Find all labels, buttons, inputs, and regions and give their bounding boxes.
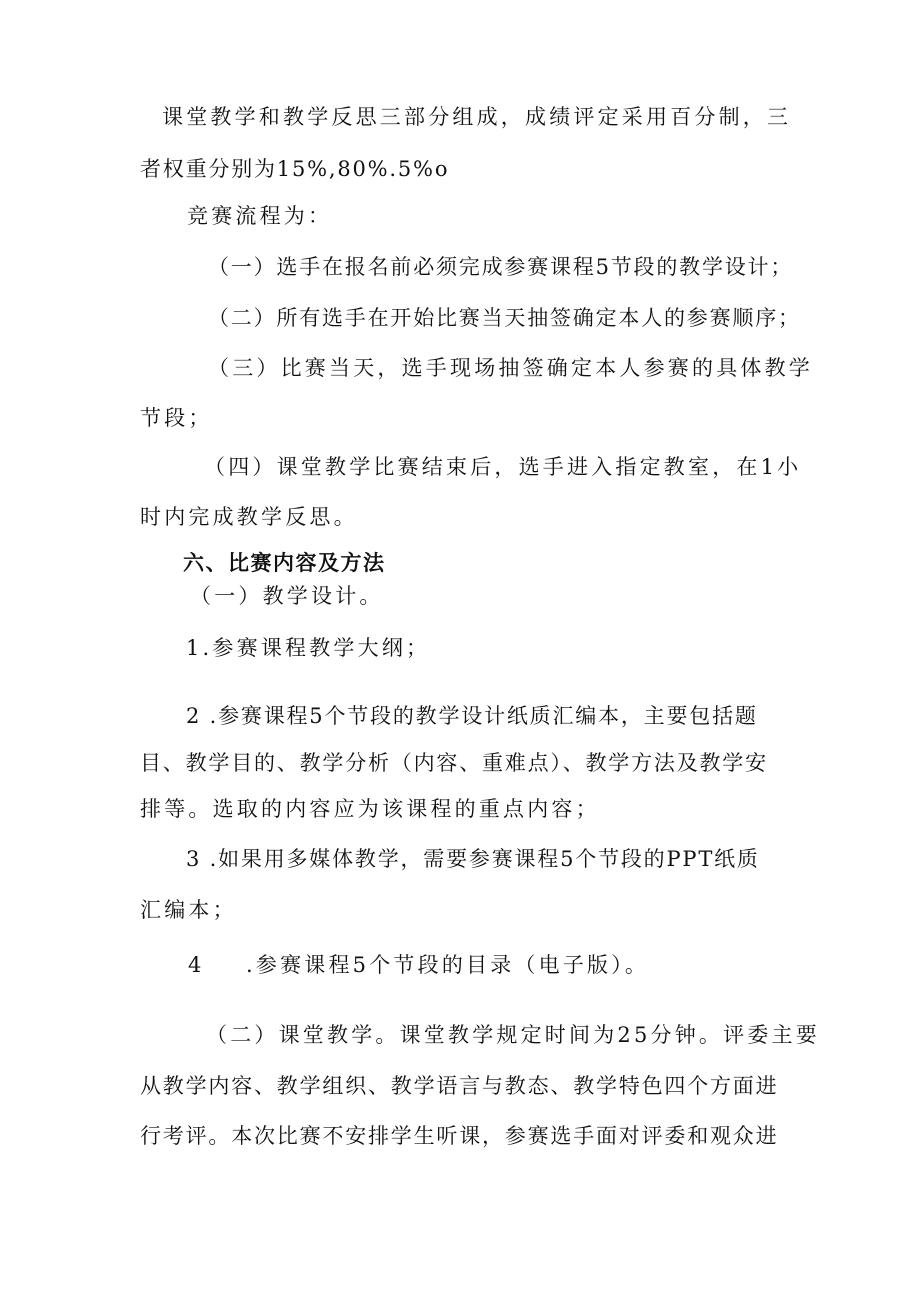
text-line: 者权重分别为15%,80%.5%o	[140, 157, 450, 181]
list-item: 2 .参赛课程5个节段的教学设计纸质汇编本，主要包括题	[186, 704, 758, 728]
text-line: （二）所有选手在开始比赛当天抽签确定本人的参赛顺序；	[208, 306, 801, 330]
list-item: .参赛课程5个节段的目录（电子版）。	[246, 953, 650, 977]
text-line: 行考评。本次比赛不安排学生听课，参赛选手面对评委和观众进	[140, 1124, 779, 1148]
text-line: 目、教学目的、教学分析（内容、重难点）、教学方法及教学安	[140, 751, 768, 775]
list-item: 3 .如果用多媒体教学，需要参赛课程5个节段的PPT纸质	[186, 847, 760, 871]
text-line: （四）课堂教学比赛结束后，选手进入指定教室，在1小	[204, 455, 802, 479]
text-line: 课堂教学和教学反思三部分组成，成绩评定采用百分制，三	[162, 105, 792, 129]
list-item-number: 4	[188, 953, 205, 977]
section-heading: 六、比赛内容及方法	[183, 551, 386, 575]
text-line: 竞赛流程为：	[187, 204, 333, 228]
text-line: 汇编本；	[140, 898, 237, 922]
text-line: （二）课堂教学。课堂教学规定时间为25分钟。评委主要	[206, 1023, 820, 1047]
list-item: 1.参赛课程教学大纲；	[186, 636, 431, 660]
text-line: 排等。选取的内容应为该课程的重点内容；	[140, 797, 600, 821]
text-line: （一）选手在报名前必须完成参赛课程5节段的教学设计；	[208, 255, 794, 279]
subsection-heading: （一）教学设计。	[190, 584, 384, 608]
text-line: （三）比赛当天，选手现场抽签确定本人参赛的具体教学	[208, 356, 813, 380]
text-line: 从教学内容、教学组织、教学语言与教态、教学特色四个方面进	[140, 1074, 779, 1098]
text-line: 节段；	[140, 406, 213, 430]
text-line: 时内完成教学反思。	[140, 505, 358, 529]
